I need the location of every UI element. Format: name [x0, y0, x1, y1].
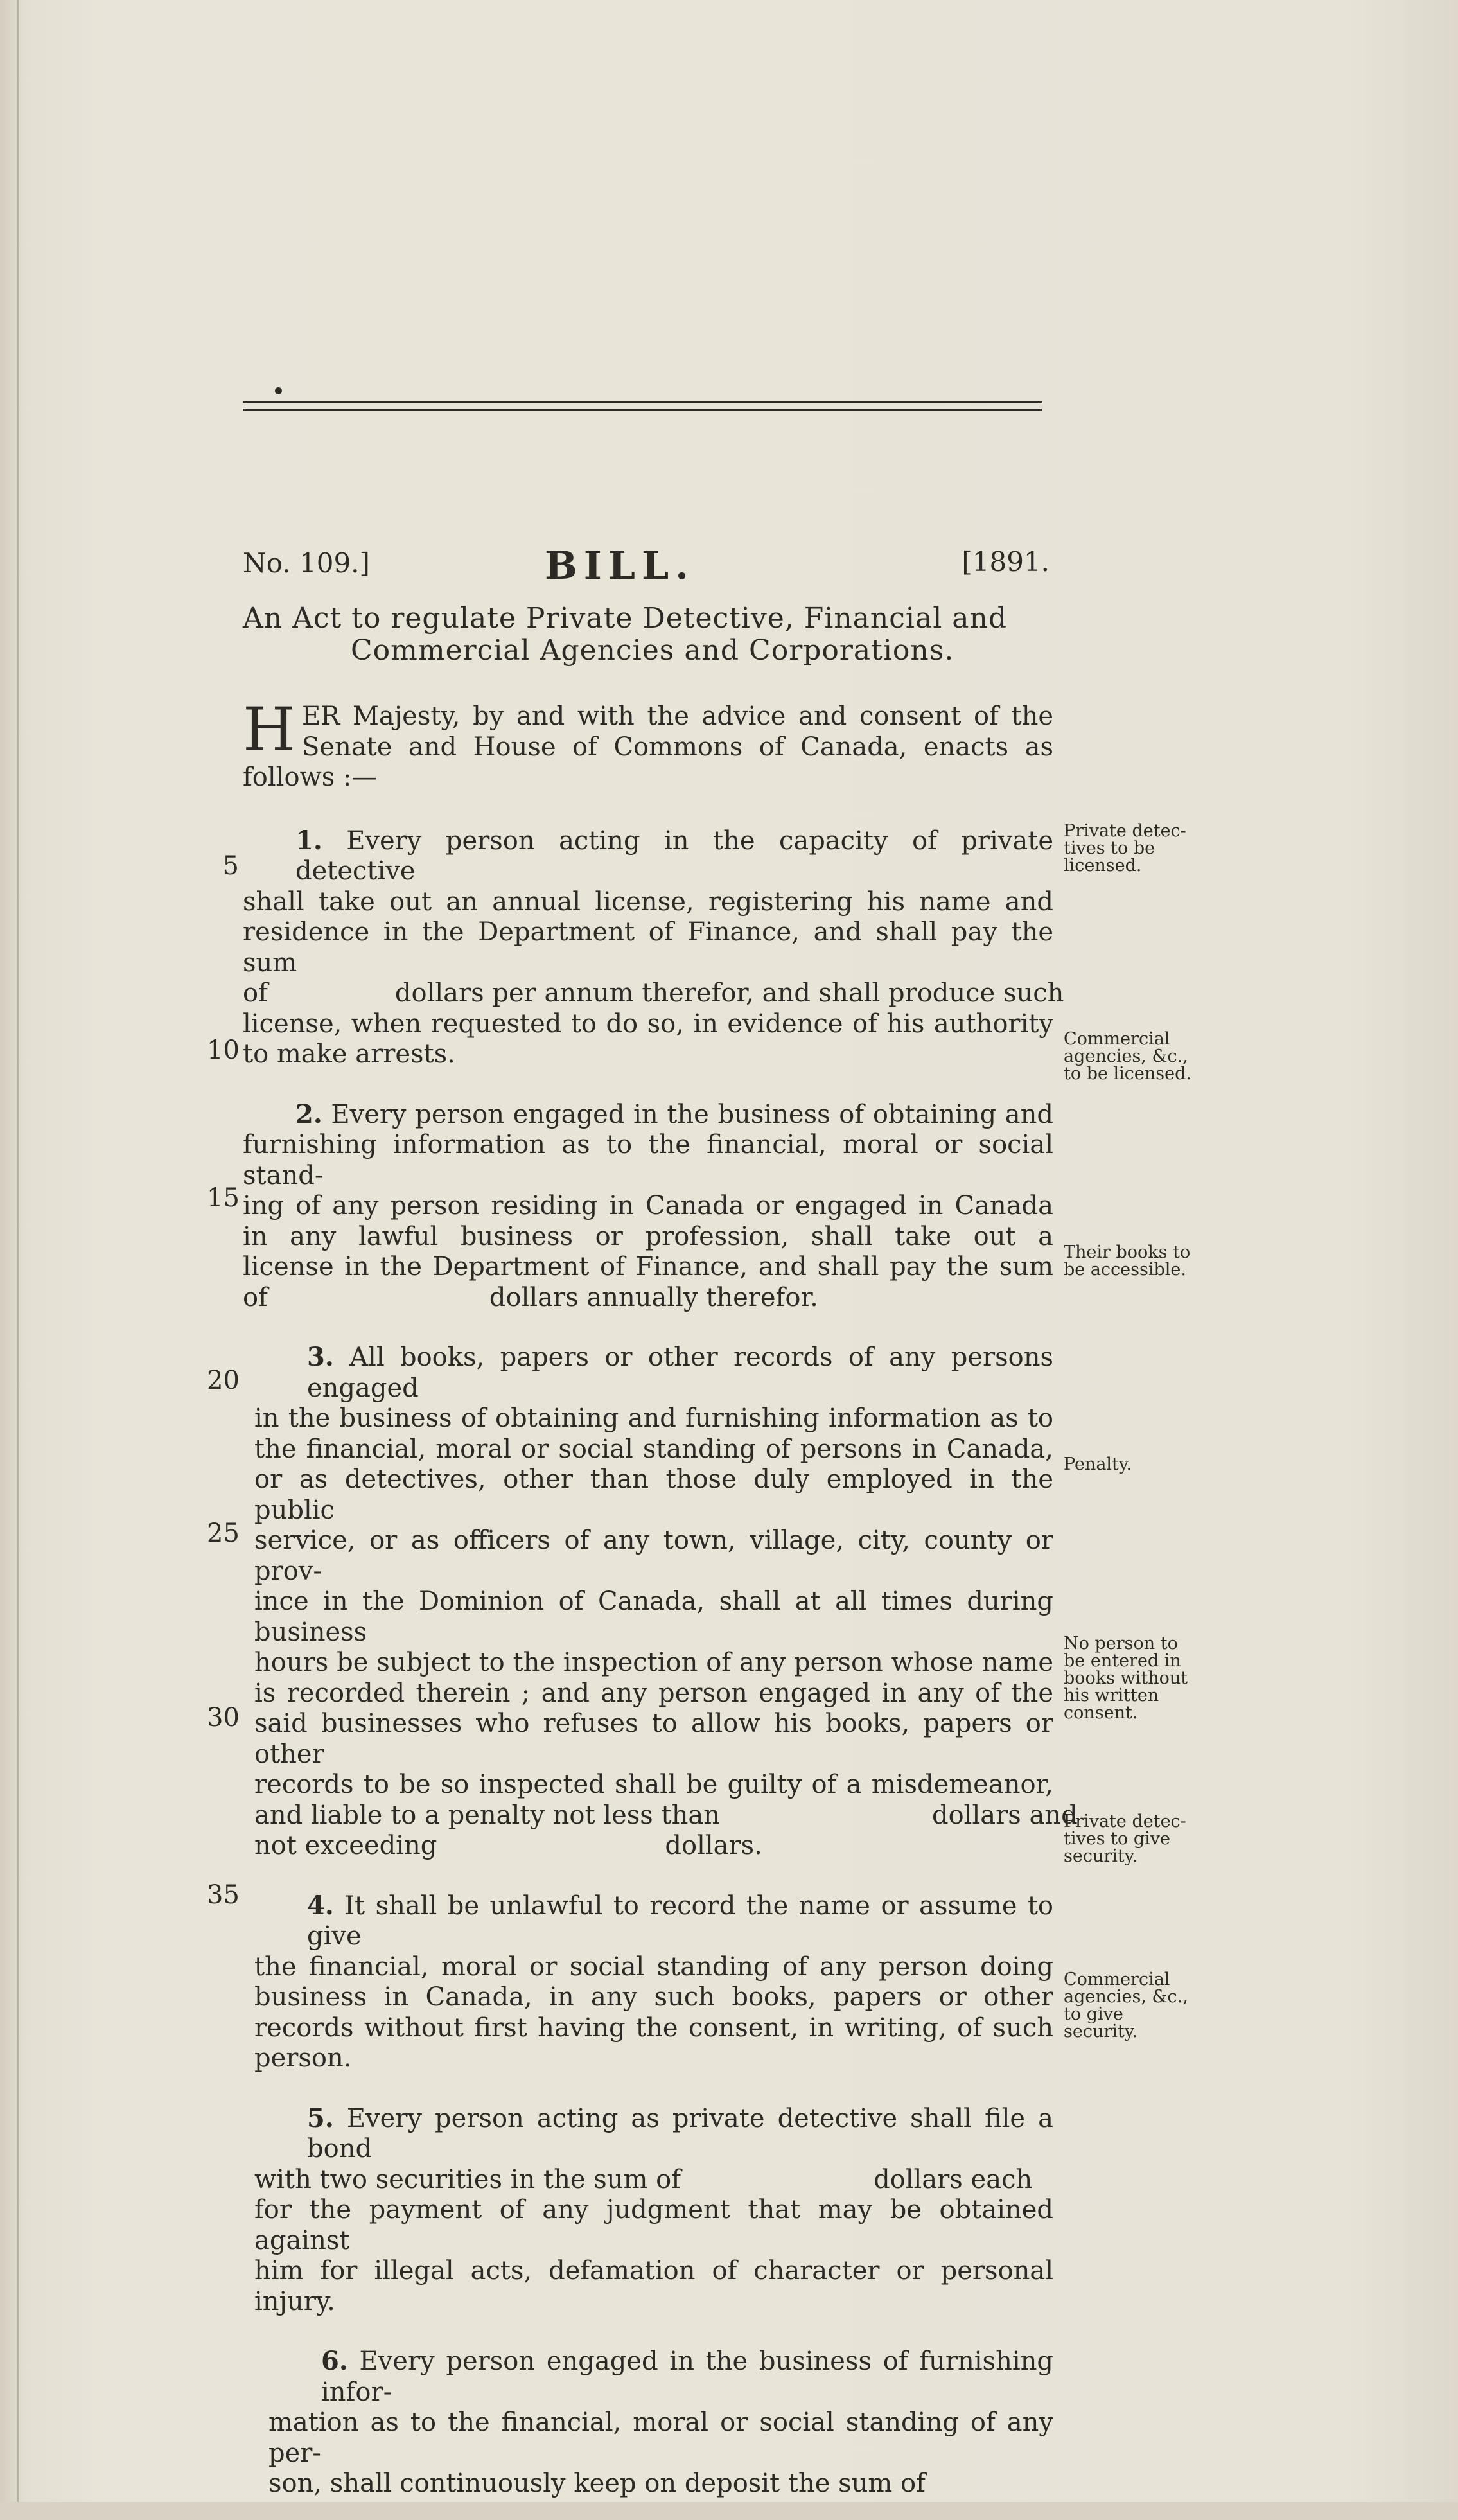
section-line: mation as to the financial, moral or social standing of any per- — [268, 2408, 1053, 2468]
act-title — [243, 603, 1052, 667]
section-line: 2. Every person engaged in the business of obtaining and — [295, 1098, 1054, 1129]
section-2 — [243, 1099, 1053, 1314]
section-line: hours be subject to the inspection of any person whose name — [254, 1648, 1053, 1677]
section-line: for the payment of any judgment that may be obtained against — [254, 2195, 1053, 2255]
section-number: 2. — [295, 1098, 322, 1129]
margin-note: No person to be entered in books without his written consent. — [1064, 1634, 1188, 1723]
line-number: 10 — [207, 1035, 240, 1065]
section-line: in the business of obtaining and furnishing information as to — [254, 1404, 1053, 1433]
bill-year: [1891. — [962, 546, 1050, 577]
section-number: 3. — [307, 1342, 334, 1372]
section-line: 5. Every person acting as private detective shall file a bond — [307, 2102, 1053, 2163]
header-rule-bottom — [243, 409, 1042, 411]
section-line: not exceeding dollars. — [254, 1831, 762, 1860]
section-line: person. — [254, 2043, 352, 2073]
act-title-line: Commercial Agencies and Corporations. — [351, 634, 954, 667]
section-line: records to be so inspected shall be guilty of a misdemeanor, — [254, 1770, 1053, 1799]
section-line: said businesses who refuses to allow his books, papers or other — [254, 1709, 1053, 1769]
section-line: business in Canada, in any such books, papers or other — [254, 1982, 1053, 2012]
section-line: the financial, moral or social standing of persons in Canada, — [254, 1434, 1053, 1464]
section-line: of dollars per annum therefor, and shall produce such — [243, 978, 1064, 1008]
section-line: of dollars annually therefor. — [243, 1282, 818, 1312]
section-3 — [243, 1342, 1078, 1862]
section-line: the financial, moral or social standing of any person doing — [254, 1952, 1053, 1982]
section-line: license in the Department of Finance, and shall pay the sum — [243, 1252, 1053, 1282]
section-number: 1. — [295, 825, 322, 856]
act-title-line: An Act to regulate Private Detective, Financial and — [243, 602, 1007, 635]
section-line: 1. Every person acting in the capacity of private detective — [295, 825, 1053, 886]
section-number: 4. — [307, 1890, 334, 1921]
preamble-line: ER Majesty, by and with the advice and consent of the — [301, 701, 1053, 731]
header-rule-top — [243, 401, 1042, 403]
bill-title: BILL. — [545, 543, 696, 588]
section-5 — [243, 2103, 1053, 2318]
line-number: 20 — [207, 1366, 240, 1395]
line-number: 35 — [207, 1880, 240, 1910]
section-line: service, or as officers of any town, village, city, county or prov- — [254, 1526, 1053, 1586]
section-line: 4. It shall be unlawful to record the name or assume to give — [307, 1890, 1053, 1951]
rule-dot — [275, 387, 282, 394]
bill-header — [243, 543, 1050, 591]
section-line: him for illegal acts, defamation of character or personal injury. — [254, 2256, 1053, 2316]
section-1 — [243, 825, 1064, 1070]
margin-note: Commercial agencies, &c., to give security. — [1064, 1969, 1188, 2041]
section-line: shall take out an annual license, registering his name and — [243, 886, 1053, 917]
section-line: ince in the Dominion of Canada, shall at all times during business — [254, 1587, 1053, 1647]
section-line: ing of any person residing in Canada or engaged in Canada — [243, 1191, 1053, 1220]
section-line: 3. All books, papers or other records of any persons engaged — [307, 1342, 1054, 1403]
section-line: and liable to a penalty not less than dollars and — [254, 1800, 1078, 1830]
section-line: license, when requested to do so, in evidence of his authority — [243, 1009, 1053, 1039]
preamble — [243, 695, 1053, 793]
section-line: furnishing information as to the financial, moral or social stand- — [243, 1130, 1053, 1190]
section-6 — [243, 2346, 1053, 2499]
section-line: records without first having the consent, in writing, of such — [254, 2013, 1053, 2043]
line-number: 30 — [207, 1703, 240, 1732]
line-number: 5 — [222, 851, 239, 881]
section-number: 6. — [321, 2346, 348, 2376]
line-number: 25 — [207, 1519, 240, 1548]
drop-cap: H — [243, 695, 295, 765]
margin-note: Penalty. — [1064, 1454, 1132, 1474]
bill-body — [243, 695, 1078, 2499]
line-number: 15 — [207, 1183, 240, 1213]
section-line: in any lawful business or profession, shall take out a — [243, 1221, 1053, 1251]
page-bottom-edge — [0, 2502, 1458, 2520]
section-line: is recorded therein ; and any person engaged in any of the — [254, 1678, 1053, 1708]
preamble-line: follows :— — [243, 762, 378, 792]
section-number: 5. — [307, 2102, 334, 2133]
section-line: or as detectives, other than those duly employed in the public — [254, 1465, 1053, 1525]
section-line: 6. Every person engaged in the business of furnishing infor- — [321, 2346, 1054, 2407]
margin-note: Private detec- tives to be licensed. — [1064, 821, 1186, 876]
bill-number: No. 109.] — [243, 547, 370, 579]
binding-edge — [17, 0, 19, 2520]
section-line: residence in the Department of Finance, and shall pay the sum — [243, 917, 1053, 978]
margin-note: Their books to be accessible. — [1064, 1242, 1191, 1280]
section-line: with two securities in the sum of dollars each — [254, 2164, 1033, 2194]
margin-note: Commercial agencies, &c., to be licensed. — [1064, 1029, 1191, 1084]
section-line: son, shall continuously keep on deposit the sum of — [268, 2469, 926, 2498]
section-line: to make arrests. — [243, 1039, 455, 1069]
section-4 — [243, 1890, 1053, 2074]
preamble-line: Senate and House of Commons of Canada, enacts as — [301, 732, 1053, 762]
margin-note: Private detec- tives to give security. — [1064, 1811, 1186, 1866]
